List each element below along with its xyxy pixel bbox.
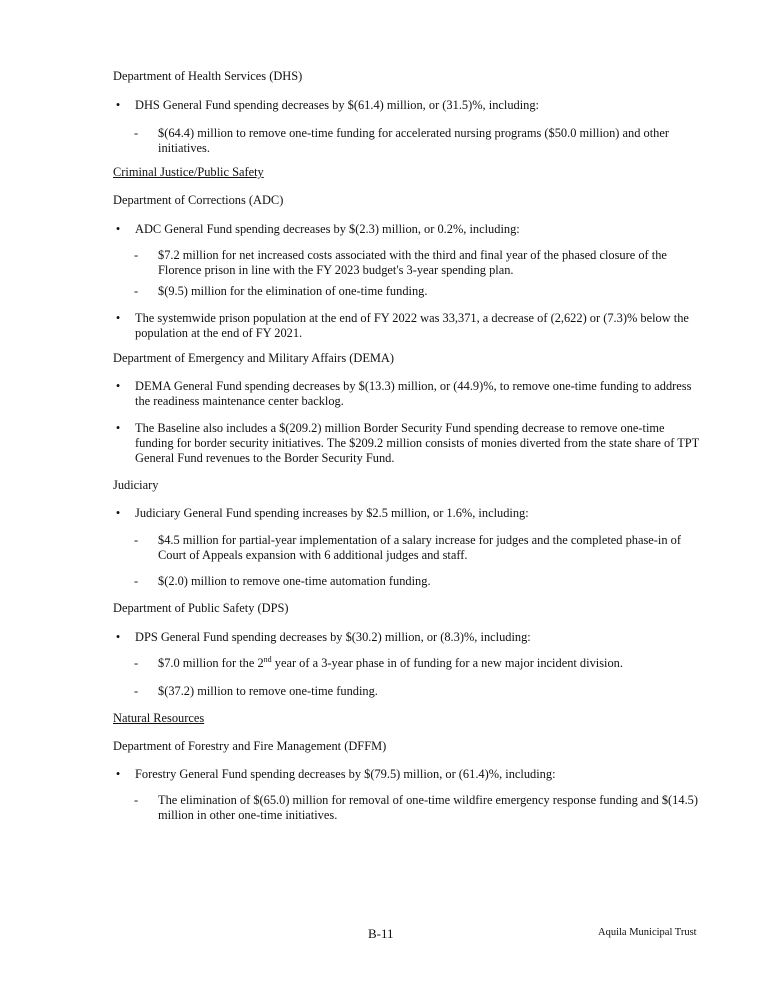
sub-dhs-nursing bbox=[134, 126, 705, 156]
bullet-dema-border bbox=[113, 421, 705, 466]
sub-text: $(37.2) million to remove one-time funding. bbox=[158, 684, 378, 698]
section-criminal-justice: Criminal Justice/Public Safety bbox=[113, 165, 264, 179]
bullet-adc-spending bbox=[113, 222, 705, 237]
sub-judiciary-salary bbox=[134, 533, 705, 563]
sub-text-post: year of a 3-year phase in of funding for a new major incident division. bbox=[271, 656, 623, 670]
bullet-text: Forestry General Fund spending decreases by $(79.5) million, or (61.4)%, including: bbox=[135, 767, 556, 781]
bullet-glyph: • bbox=[115, 421, 121, 435]
sub-dps-onetime bbox=[134, 684, 705, 699]
sub-text: $(64.4) million to remove one-time funding for accelerated nursing programs ($50.0 million) and other initiatives. bbox=[158, 126, 669, 155]
bullet-text: Judiciary General Fund spending increases by $2.5 million, or 1.6%, including: bbox=[135, 506, 529, 520]
bullet-glyph: • bbox=[115, 222, 121, 236]
sub-judiciary-automation bbox=[134, 574, 705, 589]
sub-text bbox=[158, 656, 705, 671]
dash-glyph: - bbox=[134, 793, 139, 807]
footer-organization: Aquila Municipal Trust bbox=[598, 927, 697, 938]
sub-dps-incident bbox=[134, 656, 705, 671]
sub-text-pre: $7.0 million for the 2 bbox=[158, 656, 264, 670]
bullet-text: DEMA General Fund spending decreases by $(13.3) million, or (44.9)%, to remove one-time funding to address the readiness maintenance center backlog. bbox=[135, 379, 692, 408]
bullet-text: DPS General Fund spending decreases by $(30.2) million, or (8.3)%, including: bbox=[135, 630, 531, 644]
sub-text: $(2.0) million to remove one-time automation funding. bbox=[158, 574, 431, 588]
bullet-glyph: • bbox=[115, 630, 121, 644]
sub-text: $4.5 million for partial-year implementation of a salary increase for judges and the completed phase-in of Court of Appeals expansion with 6 additional judges and staff. bbox=[158, 533, 681, 562]
ordinal-superscript: nd bbox=[263, 654, 272, 664]
bullet-text: The Baseline also includes a $(209.2) million Border Security Fund spending decrease to remove one-time funding for border security initiatives. The $209.2 million consists of monies diverted from the state share of TPT General Fund revenues to the Border Security Fund. bbox=[135, 421, 700, 465]
bullet-dema-spending bbox=[113, 379, 705, 409]
sub-text: $(9.5) million for the elimination of one-time funding. bbox=[158, 284, 428, 298]
bullet-glyph: • bbox=[115, 506, 121, 520]
sub-text: $7.2 million for net increased costs associated with the third and final year of the phased closure of the Florence prison in line with the FY 2023 budget's 3-year spending plan. bbox=[158, 248, 667, 277]
heading-dffm: Department of Forestry and Fire Management (DFFM) bbox=[113, 739, 387, 753]
bullet-dhs-spending bbox=[113, 98, 705, 113]
sub-adc-onetime bbox=[134, 284, 705, 299]
dash-glyph: - bbox=[134, 533, 139, 547]
heading-dhs: Department of Health Services (DHS) bbox=[113, 69, 303, 83]
page-number: B-11 bbox=[368, 926, 394, 941]
sub-adc-florence bbox=[134, 248, 705, 278]
heading-adc: Department of Corrections (ADC) bbox=[113, 193, 284, 207]
bullet-text: DHS General Fund spending decreases by $(61.4) million, or (31.5)%, including: bbox=[135, 98, 539, 112]
dash-glyph: - bbox=[134, 248, 139, 262]
section-natural-resources: Natural Resources bbox=[113, 711, 205, 725]
bullet-dps-spending bbox=[113, 630, 705, 645]
sub-dffm-wildfire bbox=[134, 793, 705, 823]
dash-glyph: - bbox=[134, 574, 139, 588]
bullet-judiciary-spending bbox=[113, 506, 705, 521]
bullet-glyph: • bbox=[115, 311, 121, 325]
bullet-dffm-spending bbox=[113, 767, 705, 782]
sub-text: The elimination of $(65.0) million for removal of one-time wildfire emergency response funding and $(14.5) million in other one-time initiatives. bbox=[158, 793, 698, 822]
bullet-glyph: • bbox=[115, 767, 121, 781]
bullet-glyph: • bbox=[115, 98, 121, 112]
bullet-glyph: • bbox=[115, 379, 121, 393]
heading-dema: Department of Emergency and Military Affairs (DEMA) bbox=[113, 351, 395, 365]
dash-glyph: - bbox=[134, 126, 139, 140]
dash-glyph: - bbox=[134, 284, 139, 298]
heading-dps: Department of Public Safety (DPS) bbox=[113, 601, 289, 615]
bullet-text: The systemwide prison population at the end of FY 2022 was 33,371, a decrease of (2,622) or (7.3)% below the population at the end of FY 2021. bbox=[135, 311, 689, 340]
heading-judiciary: Judiciary bbox=[113, 478, 159, 492]
dash-glyph: - bbox=[134, 684, 139, 698]
bullet-text: ADC General Fund spending decreases by $(2.3) million, or 0.2%, including: bbox=[135, 222, 520, 236]
bullet-adc-population bbox=[113, 311, 705, 341]
dash-glyph: - bbox=[134, 656, 139, 670]
